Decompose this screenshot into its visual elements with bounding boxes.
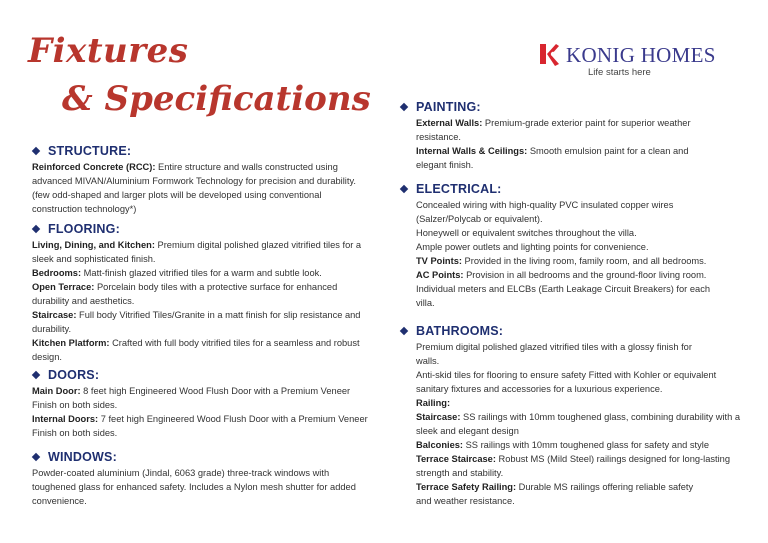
section-title: PAINTING: — [416, 100, 481, 114]
spec-item — [32, 336, 370, 364]
section-heading — [30, 220, 370, 238]
spec-label: Balconies: — [416, 440, 464, 450]
diamond-bullet-icon — [32, 371, 40, 379]
section-title: WINDOWS: — [48, 450, 117, 464]
spec-text: Premium digital polished glazed vitrified tiles with a glossy finish for walls. — [416, 342, 692, 366]
spec-item — [32, 280, 370, 308]
section-body — [416, 340, 743, 508]
spec-item — [416, 340, 696, 368]
diamond-bullet-icon — [32, 453, 40, 461]
spec-item — [32, 266, 370, 280]
spec-item — [416, 438, 743, 452]
section-body — [32, 384, 375, 440]
spec-label: TV Points: — [416, 256, 462, 266]
spec-text: Anti-skid tiles for flooring to ensure safety Fitted with Kohler or equivalent sanitary fixtures and accessories for a luxurious experience. — [416, 370, 717, 394]
spec-text: Concealed wiring with high-quality PVC insulated copper wires (Salzer/Polycab or equivalent). — [416, 200, 674, 224]
spec-text: Provision in all bedrooms and the ground-floor living room. — [463, 270, 707, 280]
spec-text: 8 feet high Engineered Wood Flush Door with a Premium Veneer Finish on both sides. — [32, 386, 351, 410]
konig-k-logo-icon — [538, 41, 560, 67]
section-title: BATHROOMS: — [416, 324, 504, 338]
spec-item — [416, 268, 738, 282]
spec-item — [416, 452, 743, 480]
spec-text: Robust MS (Mild Steel) railings designed for long-lasting strength and stability. — [416, 454, 731, 478]
spec-text: Provided in the living room, family room, and all bedrooms. — [461, 256, 707, 266]
section-painting — [398, 98, 703, 172]
spec-label: External Walls: — [416, 118, 483, 128]
brand-logo — [538, 41, 728, 81]
spec-text: SS railings with 10mm toughened glass, combining durability with a sleek and elegant design — [416, 412, 741, 436]
section-electrical — [398, 180, 738, 310]
spec-label: Internal Doors: — [32, 414, 99, 424]
spec-label: Reinforced Concrete (RCC): — [32, 162, 156, 172]
page-title-line-2: & Specifications — [62, 79, 371, 119]
diamond-bullet-icon — [32, 225, 40, 233]
spec-text: SS railings with 10mm toughened glass for safety and style — [463, 440, 709, 450]
spec-label: Staircase: — [32, 310, 77, 320]
section-flooring — [30, 220, 370, 364]
spec-label: Main Door: — [32, 386, 81, 396]
spec-text: Durable MS railings offering reliable safety and weather resistance. — [416, 482, 694, 506]
spec-text: Matt-finish glazed vitrified tiles for a warm and subtle look. — [81, 268, 322, 278]
spec-label: Open Terrace: — [32, 282, 95, 292]
spec-label: Staircase: — [416, 412, 461, 422]
spec-item — [416, 240, 738, 254]
spec-item — [416, 198, 716, 226]
section-body — [416, 116, 703, 172]
spec-item — [416, 282, 716, 310]
spec-item — [416, 368, 743, 396]
spec-item — [416, 396, 743, 410]
section-bathrooms — [398, 322, 743, 508]
spec-item — [416, 254, 738, 268]
page-title-line-1: Fixtures — [28, 31, 189, 71]
spec-text: Premium-grade exterior paint for superior weather resistance. — [416, 118, 691, 142]
section-structure — [30, 142, 360, 216]
section-title: ELECTRICAL: — [416, 182, 502, 196]
section-doors — [30, 366, 375, 440]
section-heading — [398, 322, 743, 340]
spec-label: Railing: — [416, 398, 451, 408]
spec-label: Bedrooms: — [32, 268, 82, 278]
spec-text: Crafted with full body vitrified tiles for a seamless and robust design. — [32, 338, 360, 362]
spec-item — [416, 226, 738, 240]
section-heading — [398, 98, 703, 116]
spec-text: Porcelain body tiles with a protective surface for enhanced durability and aesthetics. — [32, 282, 338, 306]
spec-item — [32, 466, 375, 508]
spec-label: Living, Dining, and Kitchen: — [32, 240, 155, 250]
section-body — [32, 238, 370, 364]
spec-text: Premium digital polished glazed vitrified tiles for a sleek and sophisticated finish. — [32, 240, 362, 264]
spec-label: Internal Walls & Ceilings: — [416, 146, 528, 156]
spec-item — [416, 144, 703, 172]
spec-item — [416, 410, 743, 438]
section-heading — [398, 180, 738, 198]
spec-text: Ample power outlets and lighting points for convenience. — [416, 242, 649, 252]
spec-item — [32, 238, 370, 266]
spec-text: Honeywell or equivalent switches throughout the villa. — [416, 228, 637, 238]
section-heading — [30, 142, 360, 160]
spec-label: Terrace Safety Railing: — [416, 482, 517, 492]
spec-label: Terrace Staircase: — [416, 454, 496, 464]
section-title: STRUCTURE: — [48, 144, 132, 158]
spec-item — [416, 480, 706, 508]
diamond-bullet-icon — [32, 147, 40, 155]
diamond-bullet-icon — [400, 185, 408, 193]
spec-item — [32, 384, 375, 412]
section-heading — [30, 366, 375, 384]
section-body — [32, 160, 360, 216]
section-body — [32, 466, 375, 508]
brand-tagline: Life starts here — [588, 67, 651, 78]
section-title: FLOORING: — [48, 222, 120, 236]
section-windows — [30, 448, 375, 508]
spec-item — [32, 308, 370, 336]
section-body — [416, 198, 738, 310]
section-title: DOORS: — [48, 368, 100, 382]
diamond-bullet-icon — [400, 327, 408, 335]
diamond-bullet-icon — [400, 103, 408, 111]
spec-text: Full body Vitrified Tiles/Granite in a matt finish for slip resistance and durability. — [32, 310, 361, 334]
spec-item — [32, 160, 360, 216]
spec-text: Powder-coated aluminium (Jindal, 6063 grade) three-track windows with toughened glass for enhanced safety. Includes a Nylon mesh shutter for added convenience. — [32, 468, 356, 506]
spec-item — [32, 412, 375, 440]
spec-label: AC Points: — [416, 270, 464, 280]
spec-label: Kitchen Platform: — [32, 338, 110, 348]
spec-item — [416, 116, 703, 144]
spec-text: Smooth emulsion paint for a clean and elegant finish. — [416, 146, 689, 170]
spec-text: 7 feet high Engineered Wood Flush Door with a Premium Veneer Finish on both sides. — [32, 414, 368, 438]
brand-name: KONIG HOMES — [566, 43, 716, 67]
spec-text: Individual meters and ELCBs (Earth Leakage Circuit Breakers) for each villa. — [416, 284, 711, 308]
section-heading — [30, 448, 375, 466]
spec-text: Entire structure and walls constructed using advanced MIVAN/Aluminium Formwork Technology for precision and durability. (few odd-shaped and larger plots will be developed using conventional construction technology*) — [32, 162, 356, 214]
page-title — [28, 31, 371, 119]
